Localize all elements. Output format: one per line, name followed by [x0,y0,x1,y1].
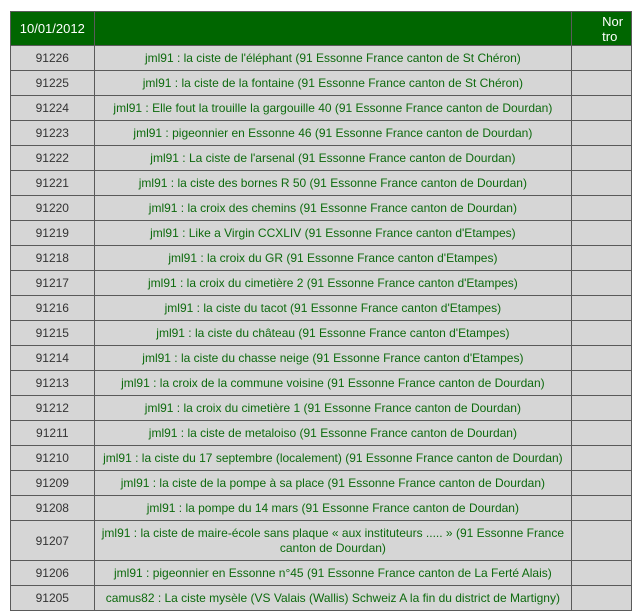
table-row [11,421,632,446]
table-row [11,371,632,396]
row-id: 91217 [11,271,95,296]
table-row [11,446,632,471]
header-col3-line1: Nor [602,13,624,29]
table-row [11,496,632,521]
row-id: 91216 [11,296,95,321]
cistes-table-container [10,11,632,611]
row-extra-cell [572,271,632,296]
row-title-link[interactable]: jml91 : Like a Virgin CCXLIV (91 Essonne France canton d'Etampes) [94,221,572,246]
table-row [11,321,632,346]
table-header-row [11,12,632,46]
row-id: 91212 [11,396,95,421]
row-extra-cell [572,146,632,171]
table-row [11,171,632,196]
row-extra-cell [572,446,632,471]
row-extra-cell [572,496,632,521]
row-extra-cell [572,46,632,71]
row-extra-cell [572,221,632,246]
header-date: 10/01/2012 [11,12,95,46]
row-title-link[interactable]: jml91 : la ciste de maire-école sans plaque « aux instituteurs ..... » (91 Essonne France canton de Dourdan) [94,521,572,561]
row-title-link[interactable]: jml91 : pigeonnier en Essonne 46 (91 Essonne France canton de Dourdan) [94,121,572,146]
table-row [11,296,632,321]
header-col3 [572,12,632,46]
cistes-table [10,11,632,611]
row-extra-cell [572,121,632,146]
row-title-link[interactable]: jml91 : la ciste du château (91 Essonne France canton d'Etampes) [94,321,572,346]
header-spacer [94,12,572,46]
table-row [11,471,632,496]
row-title-link[interactable]: jml91 : la ciste de l'éléphant (91 Essonne France canton de St Chéron) [94,46,572,71]
row-extra-cell [572,561,632,586]
row-title-link[interactable]: jml91 : la croix du cimetière 1 (91 Essonne France canton de Dourdan) [94,396,572,421]
table-row [11,121,632,146]
row-extra-cell [572,371,632,396]
row-extra-cell [572,471,632,496]
row-extra-cell [572,396,632,421]
row-extra-cell [572,246,632,271]
row-id: 91226 [11,46,95,71]
row-id: 91209 [11,471,95,496]
row-title-link[interactable]: jml91 : la ciste du 17 septembre (localement) (91 Essonne France canton de Dourdan) [94,446,572,471]
row-id: 91218 [11,246,95,271]
header-col3-line2: tro [602,28,618,44]
row-title-link[interactable]: jml91 : la ciste du tacot (91 Essonne France canton d'Etampes) [94,296,572,321]
row-title-link[interactable]: jml91 : la croix du GR (91 Essonne France canton d'Etampes) [94,246,572,271]
table-row [11,146,632,171]
table-body [11,46,632,611]
row-title-link[interactable]: jml91 : pigeonnier en Essonne n°45 (91 Essonne France canton de La Ferté Alais) [94,561,572,586]
row-id: 91219 [11,221,95,246]
table-row [11,46,632,71]
table-row [11,71,632,96]
row-extra-cell [572,321,632,346]
row-id: 91211 [11,421,95,446]
row-id: 91221 [11,171,95,196]
table-row [11,221,632,246]
row-id: 91214 [11,346,95,371]
table-row [11,271,632,296]
row-extra-cell [572,96,632,121]
row-id: 91207 [11,521,95,561]
row-title-link[interactable]: jml91 : la ciste des bornes R 50 (91 Essonne France canton de Dourdan) [94,171,572,196]
row-extra-cell [572,71,632,96]
table-row [11,396,632,421]
table-row [11,96,632,121]
table-row [11,561,632,586]
row-id: 91206 [11,561,95,586]
row-extra-cell [572,346,632,371]
row-id: 91213 [11,371,95,396]
row-title-link[interactable]: jml91 : la ciste de metaloiso (91 Essonne France canton de Dourdan) [94,421,572,446]
row-extra-cell [572,421,632,446]
row-extra-cell [572,586,632,611]
row-id: 91223 [11,121,95,146]
table-row [11,246,632,271]
row-id: 91225 [11,71,95,96]
row-id: 91222 [11,146,95,171]
row-extra-cell [572,521,632,561]
row-title-link[interactable]: jml91 : la croix du cimetière 2 (91 Essonne France canton d'Etampes) [94,271,572,296]
row-title-link[interactable]: camus82 : La ciste mysèle (VS Valais (Wallis) Schweiz A la fin du district de Martigny) [94,586,572,611]
table-row [11,586,632,611]
row-id: 91220 [11,196,95,221]
row-id: 91224 [11,96,95,121]
row-title-link[interactable]: jml91 : Elle fout la trouille la gargouille 40 (91 Essonne France canton de Dourdan) [94,96,572,121]
row-title-link[interactable]: jml91 : la ciste de la fontaine (91 Essonne France canton de St Chéron) [94,71,572,96]
row-id: 91210 [11,446,95,471]
row-id: 91215 [11,321,95,346]
row-extra-cell [572,196,632,221]
row-title-link[interactable]: jml91 : la ciste de la pompe à sa place (91 Essonne France canton de Dourdan) [94,471,572,496]
row-title-link[interactable]: jml91 : la ciste du chasse neige (91 Essonne France canton d'Etampes) [94,346,572,371]
row-title-link[interactable]: jml91 : la croix des chemins (91 Essonne France canton de Dourdan) [94,196,572,221]
row-title-link[interactable]: jml91 : La ciste de l'arsenal (91 Essonne France canton de Dourdan) [94,146,572,171]
row-title-link[interactable]: jml91 : la croix de la commune voisine (91 Essonne France canton de Dourdan) [94,371,572,396]
row-title-link[interactable]: jml91 : la pompe du 14 mars (91 Essonne France canton de Dourdan) [94,496,572,521]
table-row [11,521,632,561]
table-row [11,346,632,371]
row-extra-cell [572,296,632,321]
row-id: 91205 [11,586,95,611]
row-extra-cell [572,171,632,196]
table-row [11,196,632,221]
row-id: 91208 [11,496,95,521]
